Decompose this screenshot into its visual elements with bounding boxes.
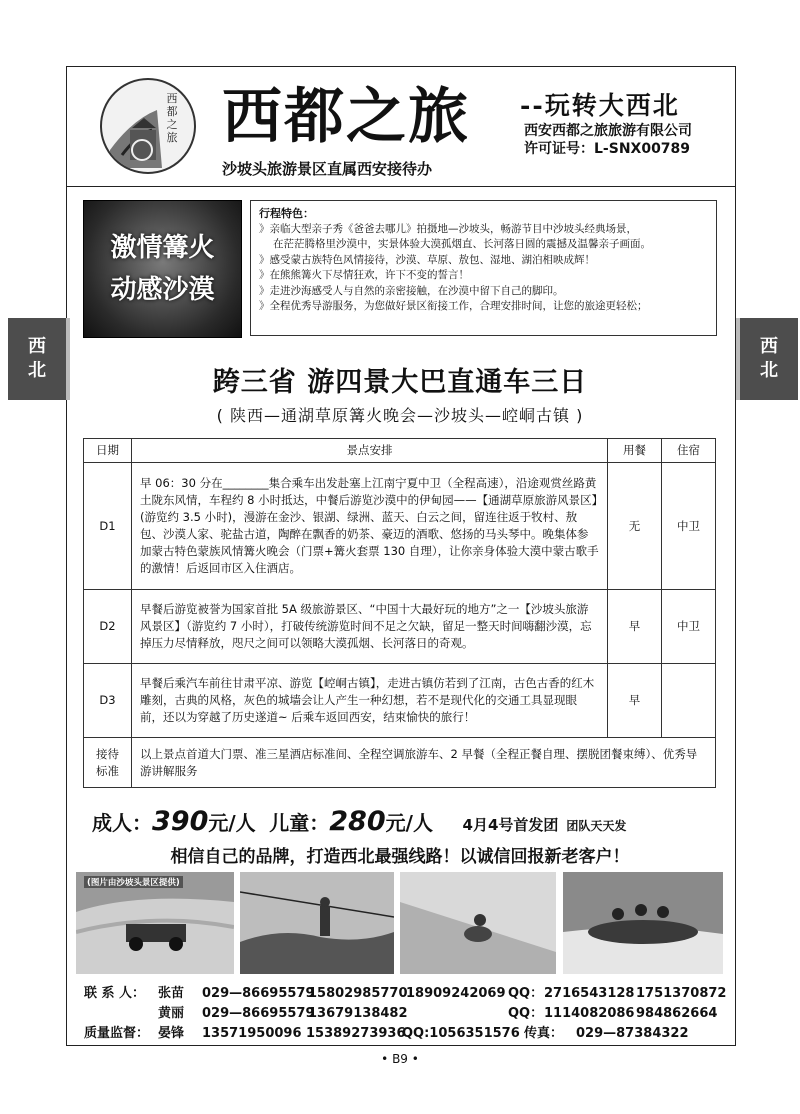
adult-price: 390 [152,806,209,837]
contact-name: 张苗 [158,986,185,1001]
contact-qq: 984862664 [636,1006,718,1021]
header-divider [66,186,736,187]
side-tab-char: 北 [760,360,778,381]
table-header-row [84,439,716,463]
day-cell: D3 [84,664,132,738]
supervisor-mobile: 15389273936 [306,1026,406,1041]
feature-item: 》走进沙海感受人与自然的亲密接触，在沙漠中留下自己的脚印。 [259,284,564,297]
desc-cell: 早餐后游览被誉为国家首批 5A 级旅游景区、“中国十大最好玩的地方”之一【沙坡头旅游风景区】（游览约 7 小时），打破传统游览时间不足之欠缺，留足一整天时间嗨翻沙漠，忘掉压力尽情释放，咫尺之间可以领略大漠孤烟、长河落日的奇观。 [132,590,608,664]
photo-credit: (图片由沙坡头景区提供) [84,876,183,888]
page-number: • B9 • [381,1052,419,1066]
child-unit: 元/人 [385,811,433,835]
contact-qq: 1114082086 [544,1006,635,1021]
supervisor-qq: QQ:1056351576 [402,1026,520,1041]
table-header: 景点安排 [132,439,608,463]
meal-cell: 无 [608,463,662,590]
feature-item: 》全程优秀导游服务，为您做好景区衔接工作，合理安排时间，让您的旅途更轻松； [259,300,648,312]
desc-cell: 早 06：30 分在________集合乘车出发赴塞上江南宁夏中卫（全程高速），沿途观赏丝路黄土陇东风情，车程约 8 小时抵达，中餐后游览沙漠中的伊甸园——【通湖草原旅游风景区】(游览约 3.5 小时)，漫游在金沙、银湖、绿洲、蓝天、白云之间，留连往返于牧村、敖包、沙漠人家、驼盐古道，陶醉在飘香的奶茶、豪迈的酒歌、悠扬的马头琴中。晚集体参加蒙古特色蒙族风情篝火晚会（门票+篝火套票 130 自理），让你亲身体验大漠中蒙古歌手的激情！后返回市区入住酒店。 [132,463,608,590]
photo-sand-sliding [400,872,556,974]
qq-label: QQ： [508,1006,544,1021]
contact-mobile: 18909242069 [406,986,506,1001]
feature-item: 》在熊熊篝火下尽情狂欢，许下不变的誓言！ [259,269,469,281]
contact-qq: 2716543128 [544,986,635,1001]
tour-title: 跨三省 游四景大巴直通车三日 [212,367,588,398]
contact-name: 黄丽 [158,1006,185,1021]
brand-title: 西都之旅 [222,82,470,152]
supervisor-name: 晏锋 [158,1026,185,1041]
qq-label: QQ： [508,986,544,1001]
desc-cell: 以上景点首道大门票、准三星酒店标准间、全程空调旅游车、2 早餐（全程正餐自理、摆脱团餐束缚）、优秀导游讲解服务 [132,738,716,788]
table-row [84,590,716,664]
contact-label: 联 系 人： [84,986,146,1001]
daily-departure: 团队天天发 [566,819,627,833]
tour-route: ( 陕西—通湖草原篝火晚会—沙坡头—崆峒古镇 ) [216,406,584,425]
child-price: 280 [329,806,386,837]
table-row [84,463,716,590]
table-row [84,738,716,788]
fax-number: 029—87384322 [576,1026,689,1041]
company-name: 西安西都之旅旅游有限公司 [524,123,692,139]
logo-drawing-icon [102,80,194,172]
features-title: 行程特色： [259,207,314,220]
feature-item: 》亲临大型亲子秀《爸爸去哪儿》拍摄地—沙坡头，畅游节目中沙坡头经典场景， [259,222,637,235]
features-box [250,200,717,336]
header-subtitle: 沙坡头旅游景区直属西安接待办 [222,160,433,178]
company-logo [100,78,196,174]
feature-item: 》感受蒙古族特色风情接待，沙漠、草原、敖包、湿地、湖泊相映成辉！ [259,253,595,266]
contact-qq: 1751370872 [636,986,727,1001]
license-number: 许可证号：L-SNX00789 [524,141,691,157]
contact-phone: 029—86695579 [202,986,315,1001]
price-row [92,806,626,837]
day-cell: D2 [84,590,132,664]
table-header: 用餐 [608,439,662,463]
supervisor-mobile: 13571950096 [202,1026,302,1041]
contact-phone: 029—86695579 [202,1006,315,1021]
side-tab-char: 北 [28,360,46,381]
brand-slogan: --玩转大西北 [520,91,680,120]
promo-line: 动感沙漠 [110,275,215,305]
child-label: 儿童： [269,811,330,835]
tagline: 相信自己的品牌，打造西北最强线路！以诚信回报新老客户！ [170,847,630,867]
promo-badge [83,200,242,338]
promo-line: 激情篝火 [110,233,215,263]
adult-label: 成人： [92,811,152,835]
meal-cell: 早 [608,590,662,664]
feature-item: 在茫茫腾格里沙漠中，实景体验大漠孤烟直、长河落日圆的震撼及温馨亲子画面。 [273,238,651,250]
contact-mobile: 15802985770 [308,986,408,1001]
table-header: 住宿 [662,439,716,463]
day-cell: 接待标准 [84,738,132,788]
fax-label: 传真： [524,1026,564,1041]
desc-cell: 早餐后乘汽车前往甘肃平凉、游览【崆峒古镇】，走进古镇仿若到了江南，古色古香的红木雕刻，古典的风格，灰色的城墙会让人产生一种幻想，若不是现代化的交通工具显现眼前，还以为穿越了历史遂道~ 后乘车返回西安，结束愉快的旅行！ [132,664,608,738]
itinerary-table [83,438,716,788]
table-row [84,664,716,738]
contact-mobile: 13679138482 [308,1006,408,1021]
stay-cell: 中卫 [662,463,716,590]
stay-cell: 中卫 [662,590,716,664]
supervisor-label: 质量监督： [84,1026,150,1041]
table-header: 日期 [84,439,132,463]
stay-cell [662,664,716,738]
side-tab-char: 西 [760,336,778,357]
meal-cell: 早 [608,664,662,738]
logo-text: 西都之旅 [166,92,178,144]
day-cell: D1 [84,463,132,590]
adult-unit: 元/人 [208,811,256,835]
photo-zipline [240,872,394,974]
photo-rafting [563,872,723,974]
departure-date: 4月4号首发团 [462,816,559,834]
side-tab-char: 西 [28,336,46,357]
